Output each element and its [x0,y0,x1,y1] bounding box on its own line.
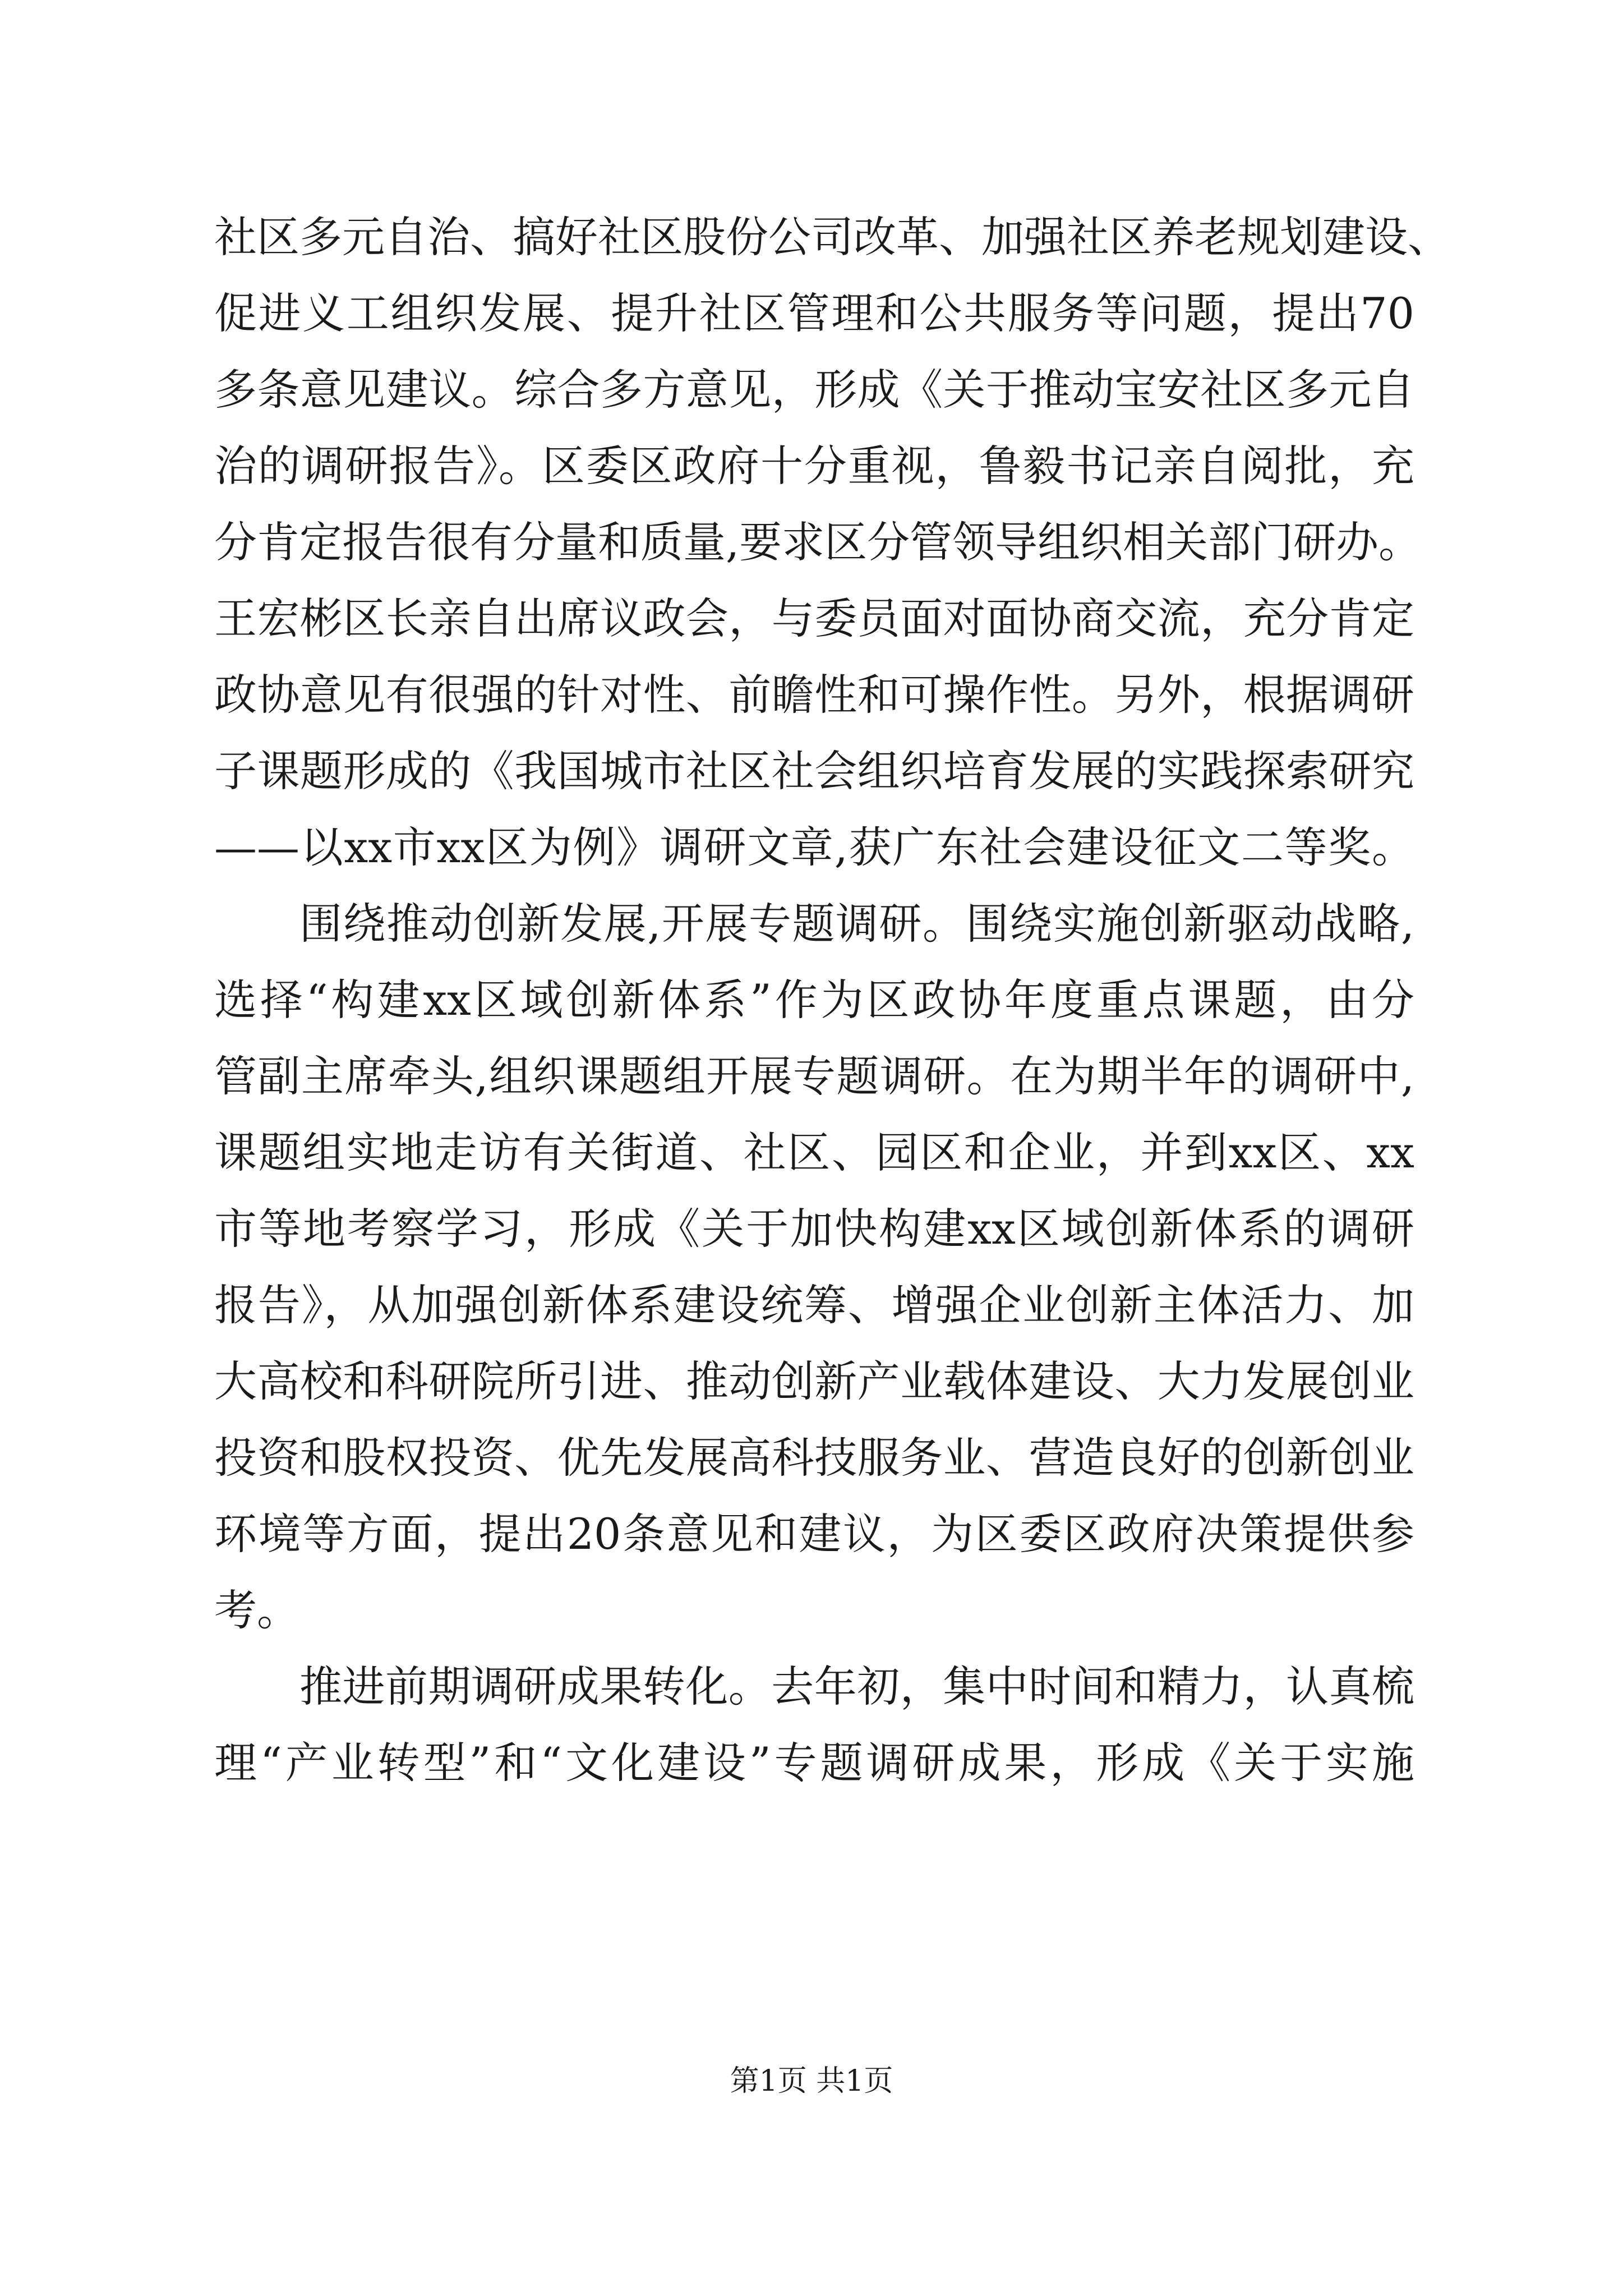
text-line: 课题组实地走访有关街道、社区、园区和企业，并到xx区、xx [214,1128,1414,1177]
text-line: 环境等方面，提出20条意见和建议，为区委区政府决策提供参 [214,1509,1414,1559]
text-line: 政协意见有很强的针对性、前瞻性和可操作性。另外，根据调研 [214,670,1414,720]
text-line: 社区多元自治、搞好社区股份公司改革、加强社区养老规划建设、 [214,212,1450,262]
text-line: 围绕推动创新发展,开展专题调研。围绕实施创新驱动战略, [299,899,1414,949]
text-line: 促进义工组织发展、提升社区管理和公共服务等问题，提出70 [214,288,1414,338]
text-line: 王宏彬区长亲自出席议政会，与委员面对面协商交流，充分肯定 [214,593,1414,643]
paragraph [214,1649,1414,1801]
text-line: 多条意见建议。综合多方意见，形成《关于推动宝安社区多元自 [214,365,1414,415]
text-line: 选择“构建xx区域创新体系”作为区政协年度重点课题，由分 [214,975,1414,1025]
text-line: 推进前期调研成果转化。去年初，集中时间和精力，认真梳 [299,1662,1414,1711]
text-line: 市等地考察学习，形成《关于加快构建xx区域创新体系的调研 [214,1204,1414,1254]
text-line: 大高校和科研院所引进、推动创新产业载体建设、大力发展创业 [214,1356,1414,1406]
paragraph [214,886,1414,1649]
page-footer: 第1页 共1页 [730,2064,893,2098]
document-body [214,199,1450,1801]
text-line: 报告》，从加强创新体系建设统筹、增强企业创新主体活力、加 [214,1280,1414,1330]
text-line: 治的调研报告》。区委区政府十分重视，鲁毅书记亲自阅批，充 [214,441,1414,491]
text-line: ——以xx市xx区为例》调研文章,获广东社会建设征文二等奖。 [214,822,1414,872]
text-line: 分肯定报告很有分量和质量,要求区分管领导组织相关部门研办。 [214,517,1422,567]
text-line: 管副主席牵头,组织课题组开展专题调研。在为期半年的调研中, [214,1051,1414,1101]
text-line: 投资和股权投资、优先发展高科技服务业、营造良好的创新创业 [214,1433,1414,1483]
text-line: 理“产业转型”和“文化建设”专题调研成果，形成《关于实施 [214,1738,1414,1788]
text-line: 考。 [214,1585,299,1635]
text-line: 子课题形成的《我国城市社区社会组织培育发展的实践探索研究 [214,746,1414,796]
paragraph [214,199,1450,886]
